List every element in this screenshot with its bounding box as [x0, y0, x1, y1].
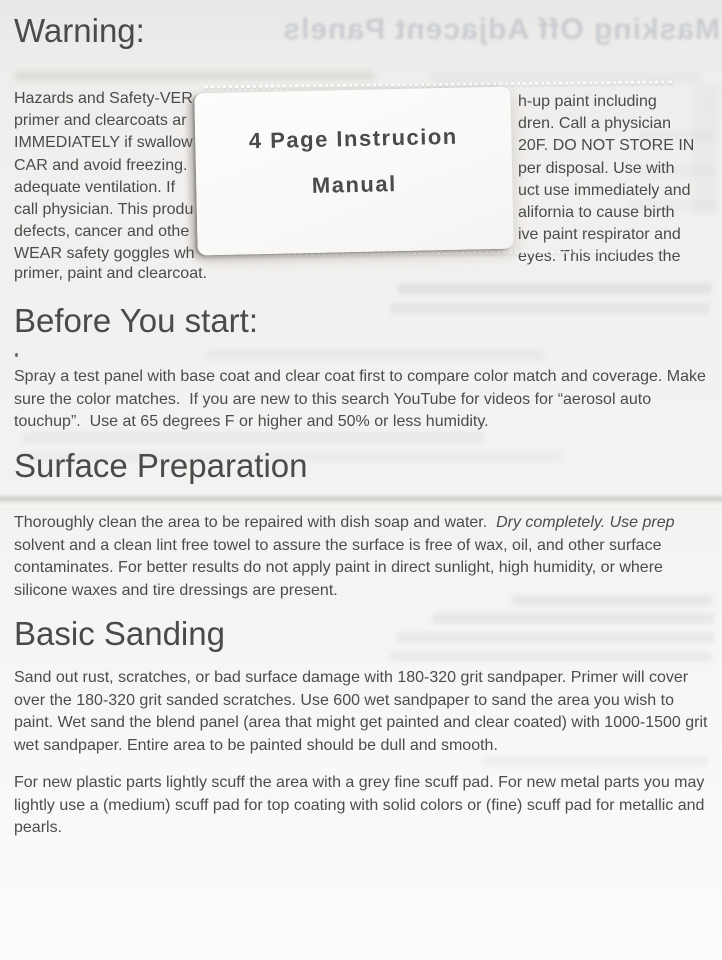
warning-line: alifornia to cause birth: [518, 204, 675, 222]
bleedthrough-text: [692, 85, 718, 215]
warning-last-line: primer, paint and clearcoat.: [14, 265, 207, 282]
warning-line: defects, cancer and othe: [14, 223, 190, 241]
sticker-title-line1: 4 Page Instrucion: [248, 123, 458, 154]
bleedthrough-text: [390, 303, 710, 314]
page-edge-fold: [0, 494, 722, 507]
bleedthrough-text: [390, 651, 712, 662]
warning-line: call physician. This produ: [14, 201, 194, 219]
section-heading-surface-preparation: Surface Preparation: [14, 447, 308, 484]
warning-line: adequate ventilation. If: [14, 178, 176, 196]
warning-line: 20F. DO NOT STORE IN: [518, 137, 695, 155]
warning-paragraph-left-column: [14, 88, 195, 266]
paper-crease-shadow: [14, 71, 374, 80]
section-heading-warning: Warning:: [14, 12, 145, 49]
warning-line: dren. Call a physician: [518, 115, 671, 133]
warning-line: per disposal. Use with: [518, 159, 675, 177]
before-you-start-paragraph: Spray a test panel with base coat and clear coat first to compare color match and coverage. Make sure the color matches. If you are new to this search YouTube for videos for “aerosol auto touchup”. Use at 65 degrees F or higher and 50% or less humidity.: [14, 368, 711, 430]
surface-prep-text: Thoroughly clean the area to be repaired with dish soap and water.: [14, 514, 497, 531]
stray-ink-dot: [15, 353, 18, 357]
bleedthrough-mirrored-heading: Masking Off Adjacent Panels: [282, 13, 720, 46]
warning-line: ive paint respirator and: [518, 226, 681, 244]
bleedthrough-text: [22, 432, 484, 443]
sticker-title-line2: Manual: [311, 171, 397, 198]
surface-prep-text-italic: Dry completely. Use prep: [496, 514, 675, 531]
surface-prep-text: solvent and a clean lint free towel to assure the surface is free of wax, oil, and other surface contaminates. For better results do not apply paint in direct sunlight, high humidity, or where silicone waxes and tire dressings are present.: [14, 514, 679, 599]
basic-sanding-paragraph-1: Sand out rust, scratches, or bad surface damage with 180-320 grit sandpaper. Primer will cover over the 180-320 grit sanded scratches. Use 600 wet sandpaper to sand the area you wish to paint. Wet sand the blend panel (area that might get painted and clear coated) with 1000-1500 grit wet sandpaper. Entire area to be painted should be dull and smooth.: [14, 669, 712, 754]
section-heading-before-you-start: Before You start:: [14, 302, 259, 339]
bleedthrough-text: [432, 613, 714, 624]
warning-line: IMMEDIATELY if swallow: [14, 134, 193, 152]
basic-sanding-paragraph-2: For new plastic parts lightly scuff the area with a grey fine scuff pad. For new metal parts you may lightly use a (medium) scuff pad for top coating with solid colors or (fine) scuff pad for metallic and pearls.: [14, 774, 709, 836]
warning-line: uct use immediately and: [518, 181, 691, 199]
warning-line: eyes. This includes the: [518, 248, 681, 266]
bleedthrough-text: [482, 756, 708, 767]
warning-line: Hazards and Safety-VER: [14, 90, 193, 107]
warning-line: h-up paint including: [518, 93, 657, 110]
warning-line: CAR and avoid freezing.: [14, 156, 188, 174]
warning-line: primer and clearcoats ar: [14, 112, 187, 130]
section-heading-basic-sanding: Basic Sanding: [14, 615, 225, 652]
bleedthrough-text: [398, 283, 712, 294]
warning-line: WEAR safety goggles wh: [14, 245, 195, 263]
bleedthrough-text: [396, 632, 714, 643]
warning-paragraph-right-column: [518, 91, 694, 269]
manual-label-sticker: [194, 87, 513, 256]
bleedthrough-text: [206, 349, 544, 360]
surface-preparation-paragraph: [14, 512, 716, 602]
